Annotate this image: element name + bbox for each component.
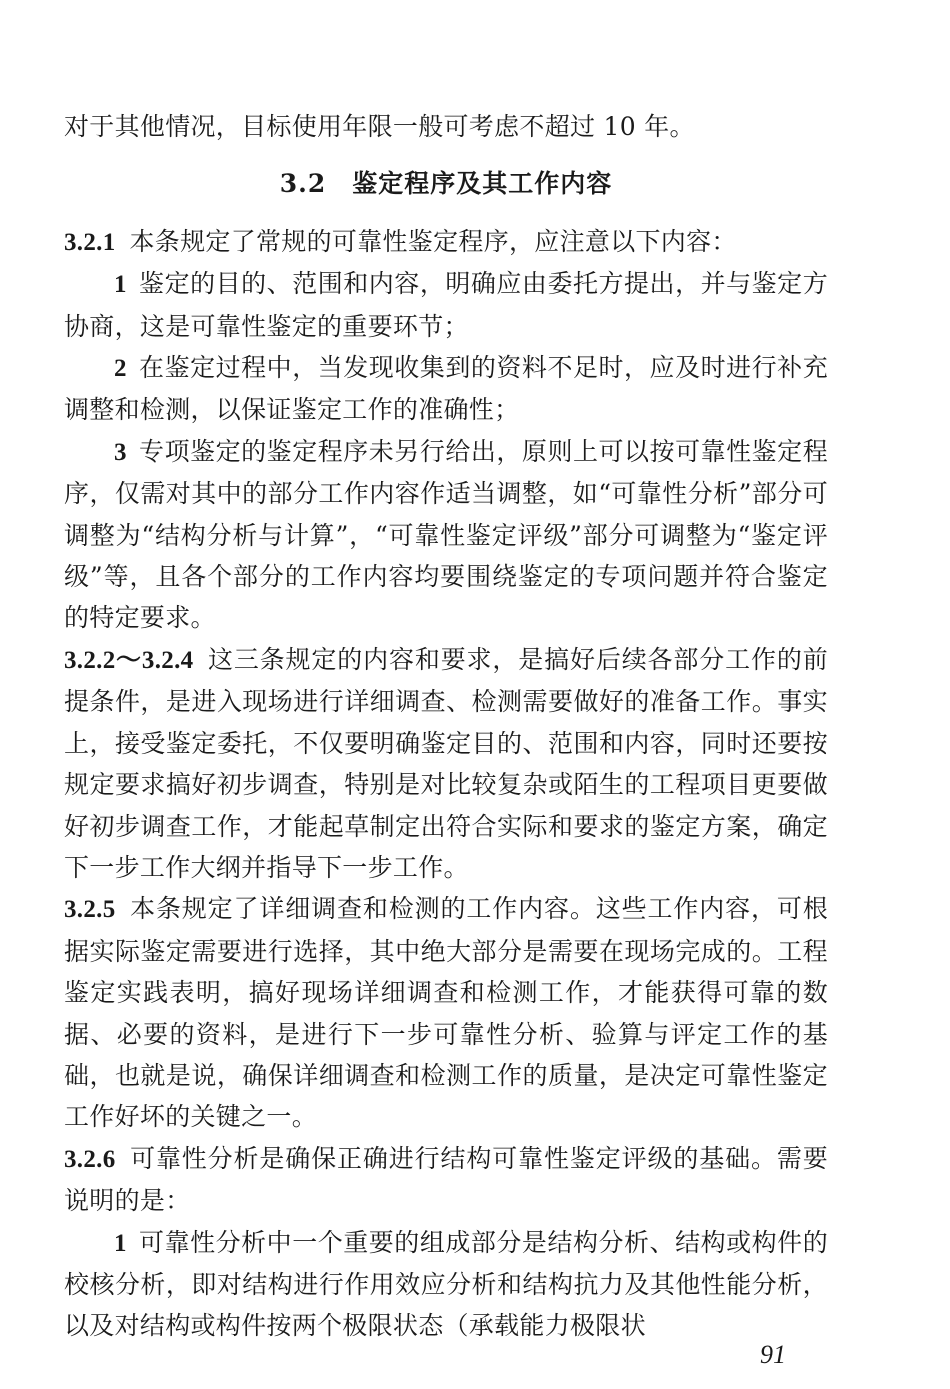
page-number: 91 <box>760 1340 786 1369</box>
clause-number: 3.2.6 <box>64 1145 116 1173</box>
item-number: 1 <box>114 1229 127 1257</box>
clause-text: 这三条规定的内容和要求，是搞好后续各部分工作的前提条件，是进入现场进行详细调查、检测需要做好的准备工作。事实上，接受鉴定委托，不仅要明确鉴定目的、范围和内容，同时还要按规定要求搞好初步调查，特别是对比较复杂或陌生的工程项目更要做好初步调查工作，才能起草制定出符合实际和要求的鉴定方案，确定下一步工作大纲并指导下一步工作。 <box>64 644 828 882</box>
clause-3-2-1 <box>64 221 828 263</box>
clause-3-2-6-item-1 <box>64 1222 828 1347</box>
item-text: 在鉴定过程中，当发现收集到的资料不足时，应及时进行补充调整和检测，以保证鉴定工作的准确性； <box>64 353 828 425</box>
clause-text: 本条规定了详细调查和检测的工作内容。这些工作内容，可根据实际鉴定需要进行选择，其中绝大部分是需要在现场完成的。工程鉴定实践表明，搞好现场详细调查和检测工作，才能获得可靠的数据、必要的资料，是进行下一步可靠性分析、验算与评定工作的基础，也就是说，确保详细调查和检测工作的质量，是决定可靠性鉴定工作好坏的关键之一。 <box>64 894 828 1132</box>
item-number: 1 <box>114 271 127 299</box>
clause-number: 3.2.1 <box>64 228 116 256</box>
clause-text: 可靠性分析是确保正确进行结构可靠性鉴定评级的基础。需要说明的是： <box>64 1143 828 1216</box>
clause-3-2-6 <box>64 1138 828 1222</box>
page-content <box>64 106 828 1347</box>
section-heading: 3.2 鉴定程序及其工作内容 <box>279 169 613 199</box>
clause-3-2-5 <box>64 888 828 1137</box>
clause-3-2-1-item-3 <box>64 431 828 639</box>
clause-number: 3.2.5 <box>64 896 116 924</box>
item-number: 2 <box>114 355 127 383</box>
item-text: 可靠性分析中一个重要的组成部分是结构分析、结构或构件的校核分析，即对结构进行作用效应分析和结构抗力及其他性能分析，以及对结构或构件按两个极限状态（承载能力极限状 <box>64 1227 828 1341</box>
item-text: 鉴定的目的、范围和内容，明确应由委托方提出，并与鉴定方协商，这是可靠性鉴定的重要环节； <box>64 269 828 341</box>
clause-3-2-1-item-1 <box>64 263 828 347</box>
clause-number: 3.2.2～3.2.4 <box>64 646 194 674</box>
clause-text: 本条规定了常规的可靠性鉴定程序，应注意以下内容： <box>129 226 737 256</box>
clause-3-2-2-to-3-2-4 <box>64 639 828 888</box>
clause-3-2-1-item-2 <box>64 347 828 431</box>
item-number: 3 <box>114 438 127 466</box>
item-text: 专项鉴定的鉴定程序未另行给出，原则上可以按可靠性鉴定程序，仅需对其中的部分工作内容作适当调整，如“可靠性分析”部分可调整为“结构分析与计算”，“可靠性鉴定评级”部分可调整为“鉴定评级”等，且各个部分的工作内容均要围绕鉴定的专项问题并符合鉴定的特定要求。 <box>64 436 828 633</box>
opening-line: 对于其他情况，目标使用年限一般可考虑不超过 10 年。 <box>64 112 695 141</box>
